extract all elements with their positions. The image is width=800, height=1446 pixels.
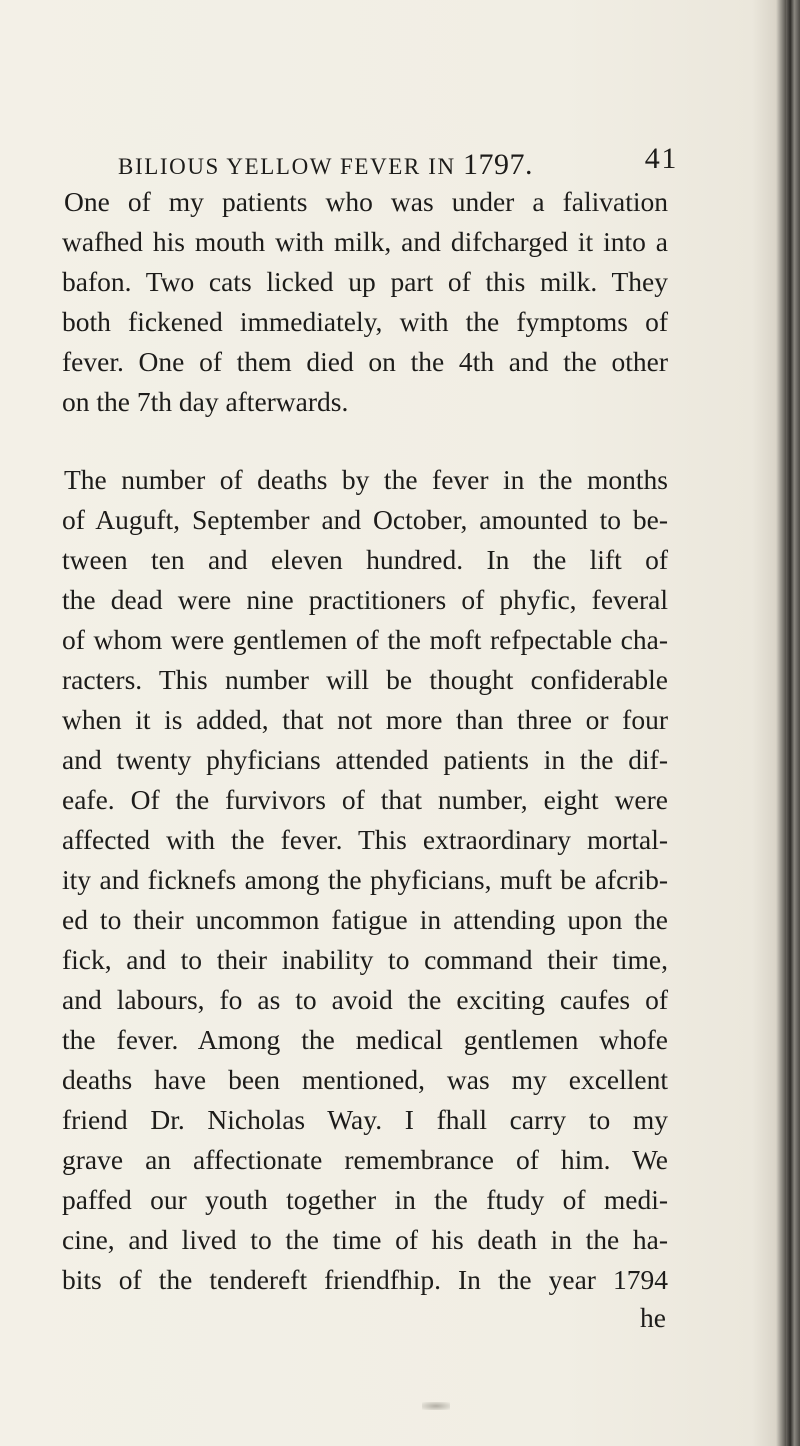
text-line: ed to their uncommon fatigue in attending upon the [62,904,668,935]
paragraph-2 [62,460,668,1300]
text-line: wafhed his mouth with milk, and difcharged it into a [62,226,668,257]
text-line: and twenty phyficians attended patients in the dif- [62,744,668,775]
page-binding-edge [786,0,800,1446]
paragraph-gap [62,422,668,460]
body-text [62,182,668,1300]
text-line: tween ten and eleven hundred. In the lift of [62,544,668,575]
text-line: eafe. Of the furvivors of that number, eight were [62,784,668,815]
text-line: the dead were nine practitioners of phyfic, feveral [62,584,668,615]
text-line: on the 7th day afterwards. [62,386,349,417]
text-line: The number of deaths by the fever in the months [64,464,668,495]
text-line: fever. One of them died on the 4th and the other [62,346,668,377]
text-line: deaths have been mentioned, was my excellent [62,1064,668,1095]
text-line: of Auguft, September and October, amounted to be- [62,504,668,535]
text-line: when it is added, that not more than three or four [62,704,668,735]
text-line: friend Dr. Nicholas Way. I fhall carry to my [62,1104,668,1135]
running-head-year: 1797. [463,148,534,181]
text-line: grave an affectionate remembrance of him. We [62,1144,668,1175]
text-line: cine, and lived to the time of his death in the ha- [62,1224,668,1255]
text-line: the fever. Among the medical gentlemen whofe [62,1024,668,1055]
running-head [118,142,678,182]
page-number: 41 [644,142,678,175]
text-line: racters. This number will be thought confiderable [62,664,668,695]
text-line: ity and ficknefs among the phyficians, muft be afcrib- [62,864,668,895]
running-head-title: BILIOUS YELLOW FEVER IN [118,154,456,179]
text-line: and labours, fo as to avoid the exciting caufes of [62,984,668,1015]
text-line: affected with the fever. This extraordinary mortal- [62,824,668,855]
paragraph-1 [62,182,668,422]
catchword: he [640,1302,666,1333]
text-line: bits of the tendereft friendfhip. In the year 1794 [62,1264,668,1295]
text-line: fick, and to their inability to command their time, [62,944,668,975]
text-line: paffed our youth together in the ftudy of medi- [62,1184,668,1215]
text-line: One of my patients who was under a falivation [64,186,668,217]
text-line: both fickened immediately, with the fymptoms of [62,306,668,337]
text-line: of whom were gentlemen of the moft refpectable cha- [62,624,668,655]
ink-smudge [422,1402,450,1410]
text-line: bafon. Two cats licked up part of this milk. They [62,266,668,297]
